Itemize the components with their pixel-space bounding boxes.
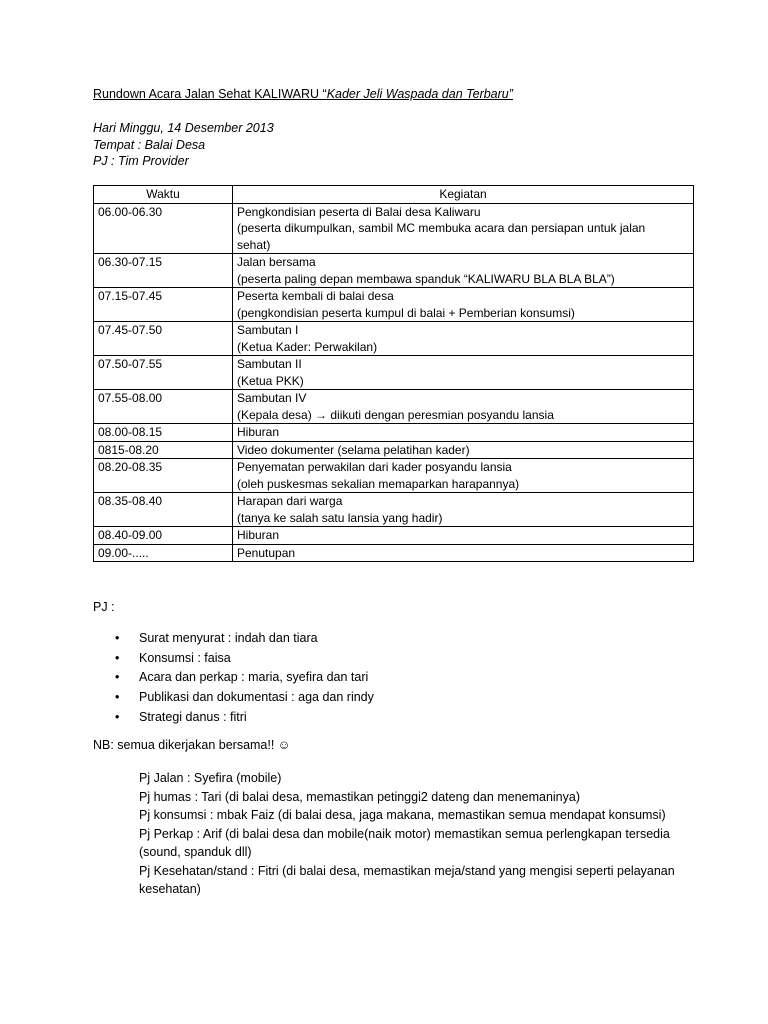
assignment-item: Pj Jalan : Syefira (mobile) [139,771,282,785]
table-row [94,203,694,254]
column-header-time: Waktu [94,186,233,204]
cell-time: 08.00-08.15 [94,424,233,442]
title-italic: Kader Jeli Waspada dan Terbaru” [326,87,513,101]
cell-activity [233,544,694,562]
cell-activity [233,527,694,545]
pj-heading: PJ : [93,600,115,614]
activity-line: Hiburan [237,425,280,439]
column-header-activity: Kegiatan [233,186,694,204]
bullet-icon: • [115,631,120,645]
table-row [94,441,694,459]
pj-list [93,629,374,727]
cell-activity [233,390,694,424]
activity-line: Penyematan perwakilan dari kader posyandu lansia [237,460,512,474]
cell-activity [233,441,694,459]
activity-line: Jalan bersama [237,255,316,269]
event-date: Hari Minggu, 14 Desember 2013 [93,121,274,135]
activity-line: (peserta paling depan membawa spanduk “KALIWARU BLA BLA BLA”) [237,271,615,286]
rundown-table-body [94,203,694,562]
list-item [93,649,374,669]
assignment-item: Pj konsumsi : mbak Faiz (di balai desa, jaga makana, memastikan semua mendapat konsumsi) [139,808,666,822]
cell-time: 07.45-07.50 [94,322,233,356]
cell-time: 07.55-08.00 [94,390,233,424]
activity-line: (oleh puskesmas sekalian memaparkan harapannya) [237,476,520,491]
list-item-text: Acara dan perkap : maria, syefira dan tari [139,670,369,685]
activity-line: (Kepala desa) → diikuti dengan peresmian posyandu lansia [237,407,554,422]
activity-line: Sambutan IV [237,391,307,405]
cell-time: 09.00-..... [94,544,233,562]
cell-time: 08.40-09.00 [94,527,233,545]
activity-line: Harapan dari warga [237,494,343,508]
cell-time: 08.20-08.35 [94,459,233,493]
list-item-text: Strategi danus : fitri [139,709,247,724]
activity-line: Pengkondisian peserta di Balai desa Kaliwaru [237,204,481,219]
activity-line: (Ketua Kader: Perwakilan) [237,339,378,354]
rundown-table [93,185,694,562]
assignment-item: Pj Perkap : Arif (di balai desa dan mobile(naik motor) memastikan semua perlengkapan tersedia (sound, spanduk dll) [139,826,670,859]
list-item [93,668,374,688]
activity-line: (tanya ke salah satu lansia yang hadir) [237,510,443,525]
table-row [94,424,694,442]
event-meta [93,120,274,170]
activity-line: Hiburan [237,528,280,542]
bullet-icon: • [115,670,120,685]
document-title [93,87,513,101]
activity-line: (Ketua PKK) [237,373,304,388]
list-item [93,708,374,728]
cell-time: 07.50-07.55 [94,356,233,390]
bullet-icon: • [115,690,120,705]
bullet-icon: • [115,709,120,724]
table-row [94,254,694,288]
table-row [94,288,694,322]
activity-line: sehat) [237,237,271,252]
list-item-text: Konsumsi : faisa [139,650,231,665]
cell-activity [233,203,694,254]
activity-line: Sambutan II [237,357,302,371]
cell-activity [233,424,694,442]
cell-time: 06.30-07.15 [94,254,233,288]
title-plain: Rundown Acara Jalan Sehat KALIWARU “ [93,87,327,101]
cell-activity [233,254,694,288]
activity-line: (pengkondisian peserta kumpul di balai + Pemberian konsumsi) [237,305,575,320]
table-row [94,459,694,493]
list-item [93,629,374,649]
cell-time: 06.00-06.30 [94,203,233,254]
table-row [94,493,694,527]
assignment-item: Pj humas : Tari (di balai desa, memastikan petinggi2 dateng dan menemaninya) [139,789,580,804]
cell-time: 08.35-08.40 [94,493,233,527]
cell-activity [233,493,694,527]
activity-line: Video dokumenter (selama pelatihan kader) [237,442,470,457]
cell-activity [233,356,694,390]
table-row [94,390,694,424]
table-header-row [94,186,694,204]
activity-line: (peserta dikumpulkan, sambil MC membuka acara dan persiapan untuk jalan [237,221,646,235]
cell-activity [233,459,694,493]
cell-time: 07.15-07.45 [94,288,233,322]
cell-activity [233,322,694,356]
list-item [93,688,374,708]
activity-line: Penutupan [237,545,296,560]
assignment-list [139,769,679,899]
event-place: Tempat : Balai Desa [93,137,206,152]
bullet-icon: • [115,650,120,665]
cell-time: 0815-08.20 [94,441,233,459]
activity-line: Sambutan I [237,323,299,337]
table-row [94,527,694,545]
list-item-text: Surat menyurat : indah dan tiara [139,631,318,645]
list-item-text: Publikasi dan dokumentasi : aga dan rindy [139,690,374,705]
nb-note: NB: semua dikerjakan bersama!! ☺ [93,738,291,752]
activity-line: Peserta kembali di balai desa [237,289,394,303]
event-pj: PJ : Tim Provider [93,154,189,168]
assignment-item: Pj Kesehatan/stand : Fitri (di balai desa, memastikan meja/stand yang mengisi seperti pelayanan kesehatan) [139,863,675,896]
cell-activity [233,288,694,322]
table-row [94,544,694,562]
table-row [94,356,694,390]
table-row [94,322,694,356]
